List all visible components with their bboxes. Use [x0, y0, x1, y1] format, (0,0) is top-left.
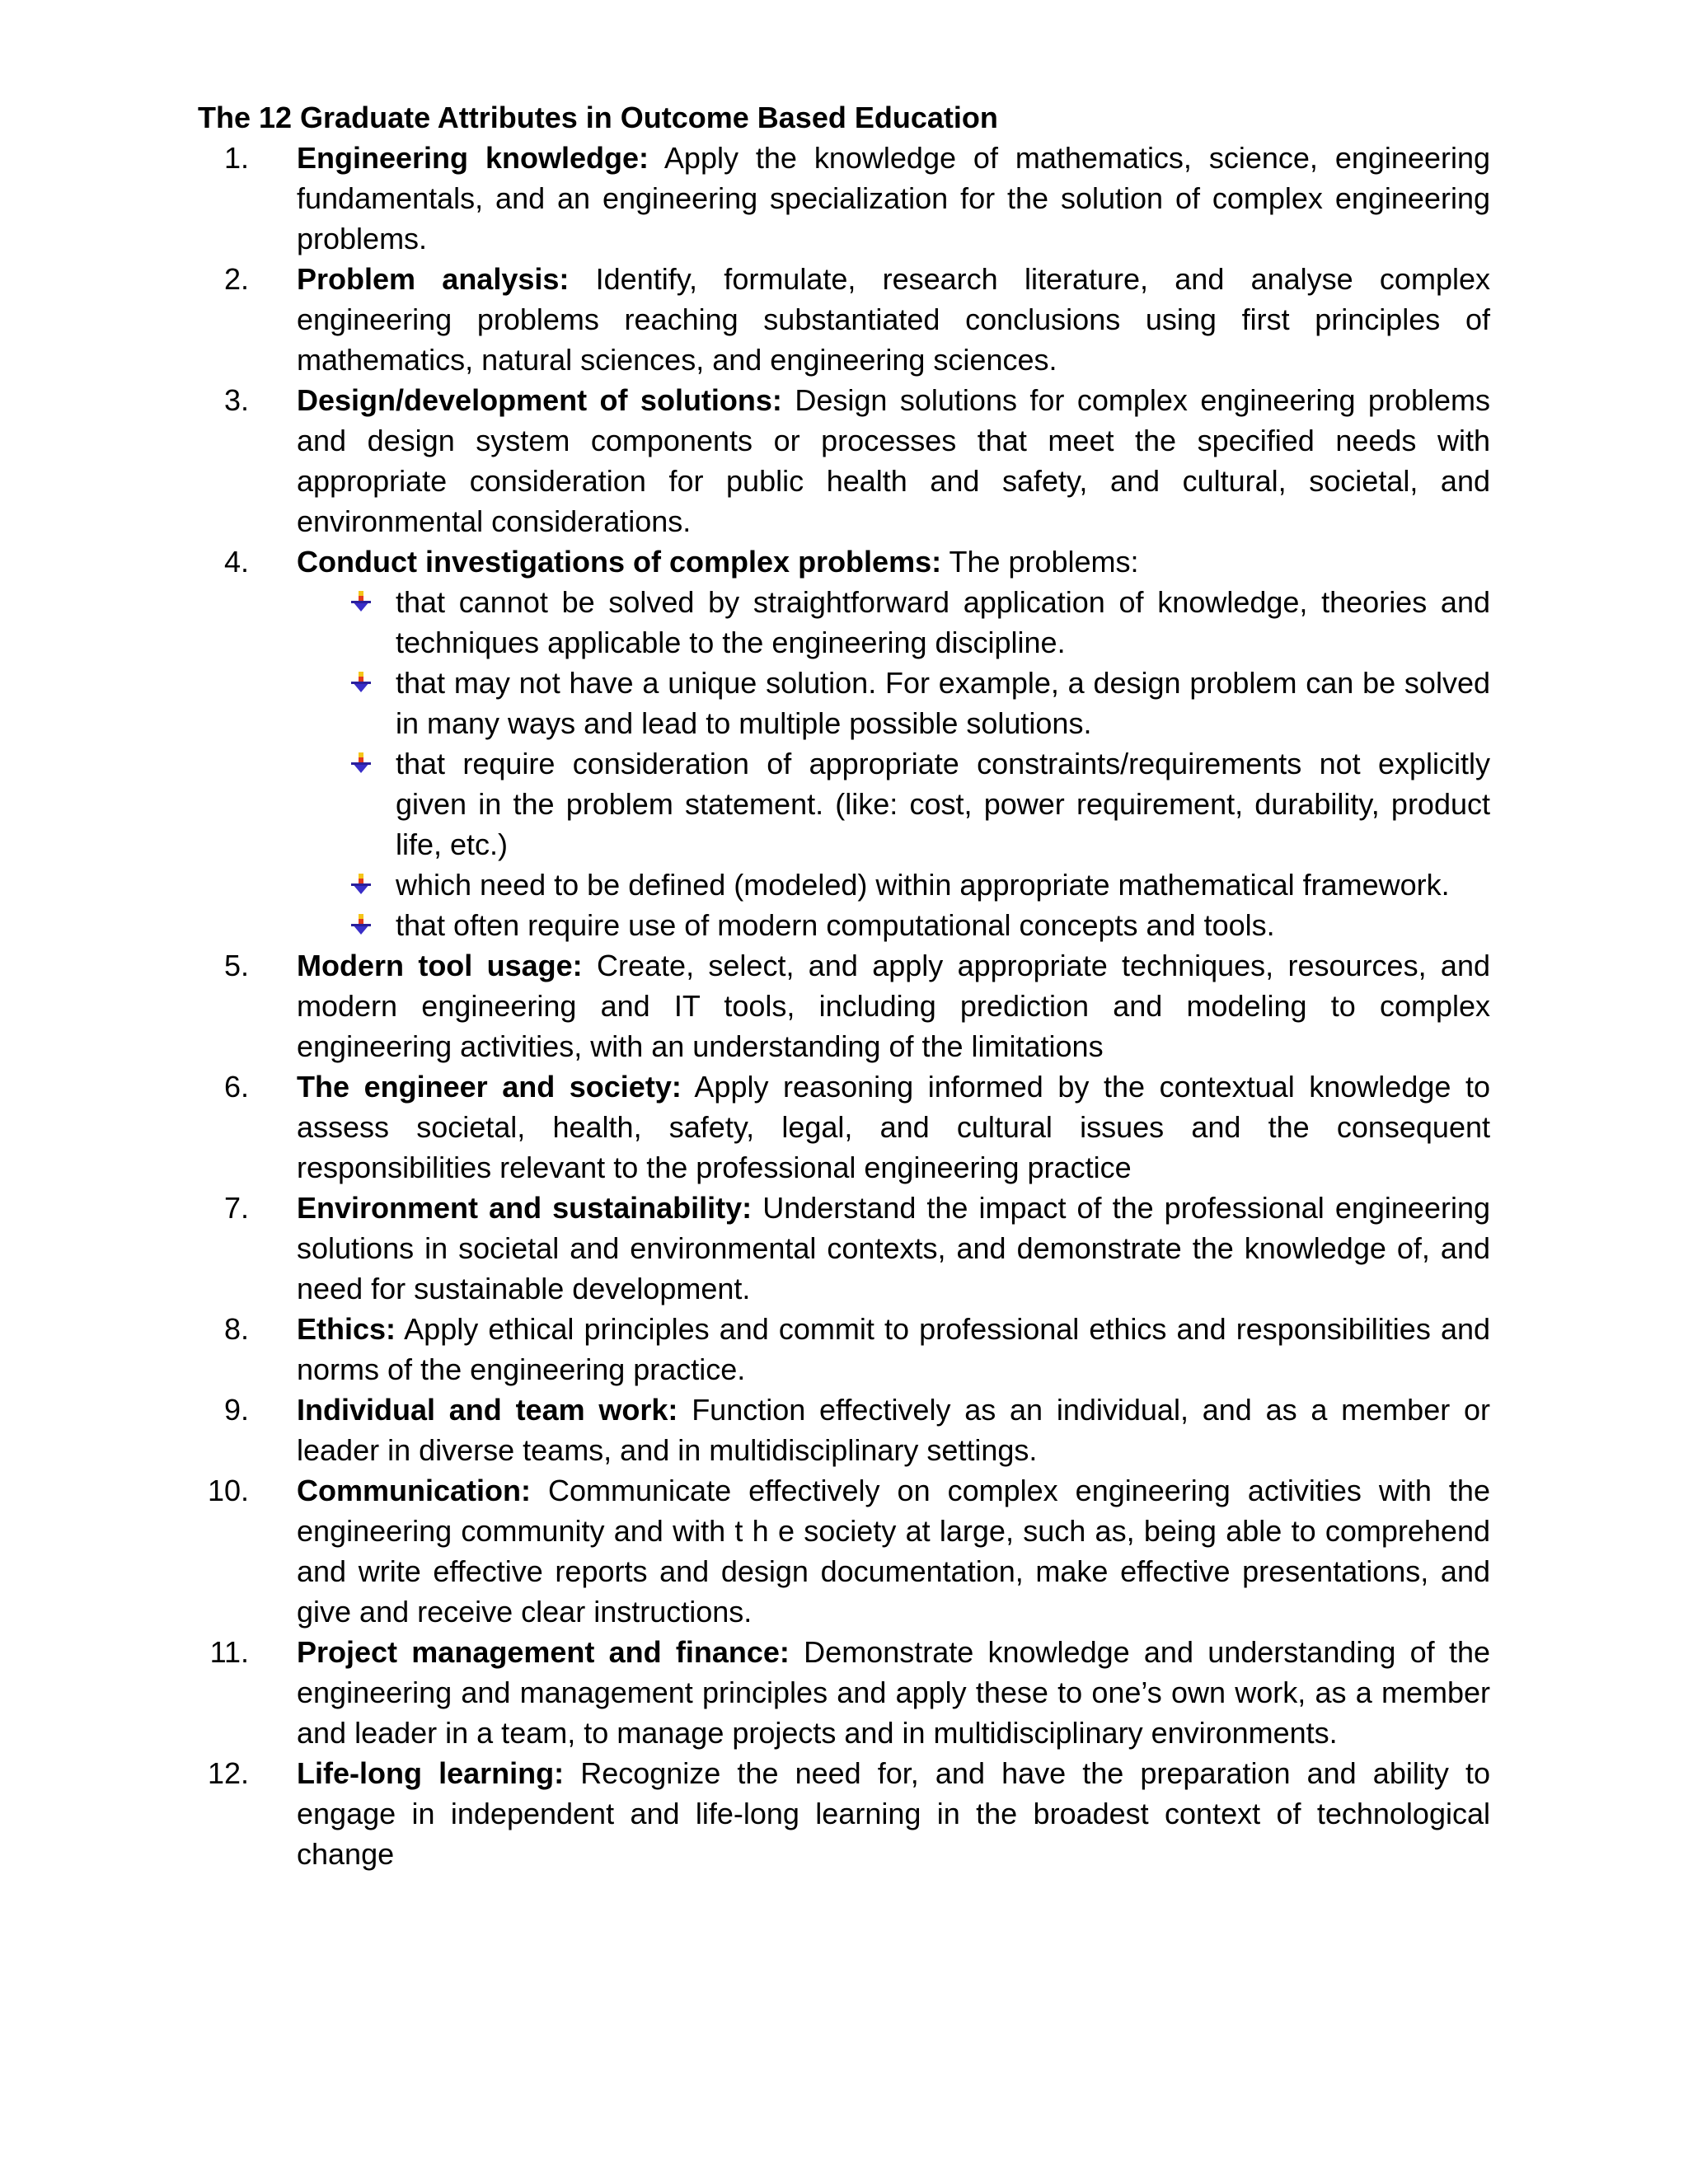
attribute-heading: Communication:	[297, 1474, 531, 1507]
attribute-text: Apply ethical principles and commit to professional ethics and responsibilities and norms of the engineering practice.	[297, 1312, 1491, 1386]
arrow-bullet-icon	[349, 913, 373, 936]
arrow-bullet-icon	[349, 590, 373, 613]
attribute-item	[198, 1066, 1490, 1188]
attribute-item	[198, 1188, 1490, 1309]
attribute-number: 3.	[223, 383, 249, 417]
attribute-text: Identify, formulate, research literature, and analyse complex engineering problems reaching substantiated conclusions using first principles of mathematics, natural sciences, and engineering sciences.	[297, 262, 1490, 377]
attribute-item	[198, 259, 1490, 380]
attribute-text: Demonstrate knowledge and understanding of the engineering and management principles and apply these to one’s own work, as a member and leader in a team, to manage projects and in multidisciplinary environments.	[297, 1635, 1490, 1750]
sub-list-item	[297, 743, 1490, 865]
attribute-item	[198, 1470, 1490, 1632]
attribute-text: Communicate effectively on complex engineering activities with the engineering community and with t h e society at large, such as, being able to comprehend and write effective reports and design documentation, make effective presentations, and give and receive clear instructions.	[297, 1474, 1490, 1629]
attribute-number: 8.	[223, 1312, 249, 1346]
attribute-text: Apply reasoning informed by the contextual knowledge to assess societal, health, safety, legal, and cultural issues and the consequent responsibilities relevant to the professional engineering practice	[297, 1070, 1490, 1184]
attribute-number: 7.	[223, 1191, 249, 1225]
attribute-heading: The engineer and society:	[297, 1070, 682, 1104]
attribute-text: Apply the knowledge of mathematics, science, engineering fundamentals, and an engineering specialization for the solution of complex engineering problems.	[297, 141, 1491, 255]
attribute-heading: Project management and finance:	[297, 1635, 790, 1669]
attribute-item	[198, 945, 1490, 1066]
attribute-heading: Design/development of solutions:	[297, 383, 782, 417]
sub-item-text: that may not have a unique solution. For example, a design problem can be solved in many ways and lead to multiple possible solutions.	[396, 666, 1490, 740]
attribute-heading: Environment and sustainability:	[297, 1191, 753, 1225]
attribute-heading: Ethics:	[297, 1312, 396, 1346]
attribute-item	[198, 541, 1490, 945]
document-title: The 12 Graduate Attributes in Outcome Based Education	[198, 101, 998, 134]
attribute-heading: Individual and team work:	[297, 1393, 678, 1427]
attribute-number: 11.	[209, 1635, 249, 1669]
attribute-heading: Conduct investigations of complex problems:	[297, 545, 942, 579]
document-page	[198, 97, 1490, 1874]
attribute-item	[198, 1390, 1490, 1470]
attribute-item	[198, 1753, 1490, 1874]
sub-item-text: which need to be defined (modeled) within appropriate mathematical framework.	[396, 868, 1450, 902]
arrow-bullet-icon	[349, 671, 373, 694]
attribute-number: 1.	[223, 141, 249, 175]
attribute-heading: Problem analysis:	[297, 262, 570, 296]
arrow-bullet-icon	[349, 873, 373, 896]
attribute-heading: Engineering knowledge:	[297, 141, 649, 175]
attribute-number: 9.	[223, 1393, 249, 1427]
attribute-number: 4.	[223, 545, 249, 579]
attribute-heading: Modern tool usage:	[297, 949, 583, 982]
attribute-heading: Life-long learning:	[297, 1756, 565, 1790]
attribute-item	[198, 1632, 1490, 1753]
attribute-number: 12.	[207, 1756, 249, 1790]
attribute-text: Recognize the need for, and have the preparation and ability to engage in independent and life-long learning in the broadest context of technological change	[297, 1756, 1490, 1871]
sub-list-item	[297, 865, 1490, 905]
attribute-number: 10.	[207, 1474, 249, 1507]
attribute-text: Design solutions for complex engineering problems and design system components or processes that meet the specified needs with appropriate consideration for public health and safety, and cultural, societal, and environmental considerations.	[297, 383, 1490, 538]
attribute-number: 2.	[223, 262, 249, 296]
attribute-text: The problems:	[949, 545, 1139, 579]
sub-item-list	[297, 582, 1490, 945]
sub-list-item	[297, 582, 1490, 663]
attribute-text: Function effectively as an individual, and as a member or leader in diverse teams, and in multidisciplinary settings.	[297, 1393, 1490, 1467]
attribute-number: 6.	[223, 1070, 249, 1104]
attribute-item	[198, 380, 1490, 541]
sub-item-text: that require consideration of appropriate constraints/requirements not explicitly given in the problem statement. (like: cost, power requirement, durability, product life, etc.)	[396, 747, 1490, 861]
sub-item-text: that cannot be solved by straightforward application of knowledge, theories and techniques applicable to the engineering discipline.	[396, 585, 1490, 659]
attributes-list	[198, 138, 1490, 1874]
attribute-item	[198, 138, 1490, 259]
attribute-text: Create, select, and apply appropriate techniques, resources, and modern engineering and IT tools, including prediction and modeling to complex engineering activities, with an understanding of the limitations	[297, 949, 1490, 1063]
arrow-bullet-icon	[349, 752, 373, 775]
sub-list-item	[297, 663, 1490, 743]
sub-item-text: that often require use of modern computational concepts and tools.	[396, 908, 1275, 942]
attribute-number: 5.	[223, 949, 249, 982]
sub-list-item	[297, 905, 1490, 945]
attribute-item	[198, 1309, 1490, 1390]
attribute-text: Understand the impact of the professional engineering solutions in societal and environmental contexts, and demonstrate the knowledge of, and need for sustainable development.	[297, 1191, 1490, 1305]
